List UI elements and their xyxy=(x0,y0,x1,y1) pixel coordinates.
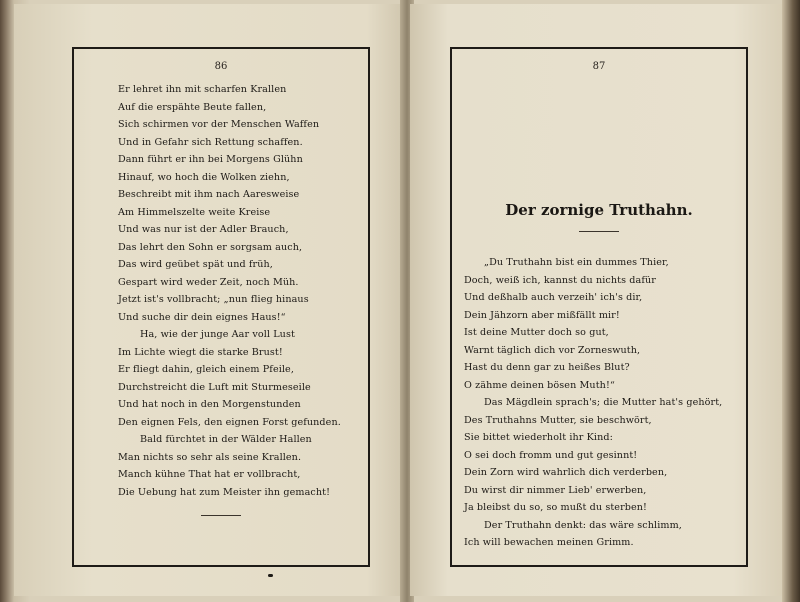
poem-continuation xyxy=(74,81,368,501)
right-page-frame xyxy=(450,47,748,567)
text-line: Gespart wird weder Zeit, noch Müh. xyxy=(118,276,299,288)
text-line: Bald fürchtet in der Wälder Hallen xyxy=(140,434,312,445)
printer-mark xyxy=(268,574,273,577)
text-line: Jetzt ist's vollbracht; „nun flieg hinaus xyxy=(118,294,309,305)
page-number-right: 87 xyxy=(592,61,606,72)
text-line: Das lehrt den Sohn er sorgsam auch, xyxy=(118,241,303,253)
text-line: Ja bleibst du so, so mußt du sterben! xyxy=(464,502,648,513)
text-line: Das Mägdlein sprach's; die Mutter hat's gehört, xyxy=(484,397,723,408)
text-line: Manch kühne That hat er vollbracht, xyxy=(118,469,301,480)
text-line: Sich schirmen vor der Menschen Waffen xyxy=(118,119,320,130)
text-line: Die Uebung hat zum Meister ihn gemacht! xyxy=(118,486,331,498)
poem-title: Der zornige Truthahn. xyxy=(505,201,693,219)
title-divider xyxy=(579,231,619,232)
text-line: Sie bittet wiederholt ihr Kind: xyxy=(464,432,613,443)
text-line: Du wirst dir nimmer Lieb' erwerben, xyxy=(464,484,647,496)
text-line: Ha, wie der junge Aar voll Lust xyxy=(140,329,295,340)
text-line: Er lehret ihn mit scharfen Krallen xyxy=(118,84,287,95)
text-line: Dann führt er ihn bei Morgens Glühn xyxy=(118,154,303,165)
text-line: Man nichts so sehr als seine Krallen. xyxy=(118,451,302,463)
text-line: Und was nur ist der Adler Brauch, xyxy=(118,224,289,235)
text-line: Der Truthahn denkt: das wäre schlimm, xyxy=(484,519,682,531)
text-line: Des Truthahns Mutter, sie beschwört, xyxy=(464,414,652,426)
text-line: Er fliegt dahin, gleich einem Pfeile, xyxy=(118,364,294,375)
text-line: Beschreibt mit ihm nach Aaresweise xyxy=(118,189,300,200)
text-line: Dein Zorn wird wahrlich dich verderben, xyxy=(464,467,668,478)
text-line: Hinauf, wo hoch die Wolken ziehn, xyxy=(118,171,290,183)
text-line: Durchstreicht die Luft mit Sturmeseile xyxy=(118,381,311,393)
end-divider xyxy=(201,515,241,516)
text-line: Und hat noch in den Morgenstunden xyxy=(118,399,301,410)
text-line: Hast du denn gar zu heißes Blut? xyxy=(464,362,630,373)
text-line: Und in Gefahr sich Rettung schaffen. xyxy=(118,136,303,148)
text-line: „Du Truthahn bist ein dummes Thier, xyxy=(484,257,669,268)
text-line: Und suche dir dein eignes Haus!“ xyxy=(118,311,286,323)
text-line: Den eignen Fels, den eignen Forst gefunden. xyxy=(118,416,341,428)
text-line: Auf die erspähte Beute fallen, xyxy=(118,101,267,113)
text-line: Dein Jähzorn aber mißfällt mir! xyxy=(464,309,620,321)
text-line: Ich will bewachen meinen Grimm. xyxy=(464,537,634,548)
left-page-frame xyxy=(72,47,370,567)
text-line: O sei doch fromm und gut gesinnt! xyxy=(464,449,638,461)
text-line: Am Himmelszelte weite Kreise xyxy=(118,206,271,218)
poem-body xyxy=(452,254,746,552)
page-edges xyxy=(782,0,800,602)
text-line: Warnt täglich dich vor Zorneswuth, xyxy=(464,344,641,356)
page-number-left: 86 xyxy=(214,61,228,72)
text-line: Und deßhalb auch verzeih' ich's dir, xyxy=(464,292,643,303)
text-line: Doch, weiß ich, kannst du nichts dafür xyxy=(464,274,656,286)
text-line: Das wird geübet spät und früh, xyxy=(118,259,273,270)
text-line: O zähme deinen bösen Muth!“ xyxy=(464,379,615,391)
text-line: Im Lichte wiegt die starke Brust! xyxy=(118,346,283,358)
text-line: Ist deine Mutter doch so gut, xyxy=(464,327,609,338)
